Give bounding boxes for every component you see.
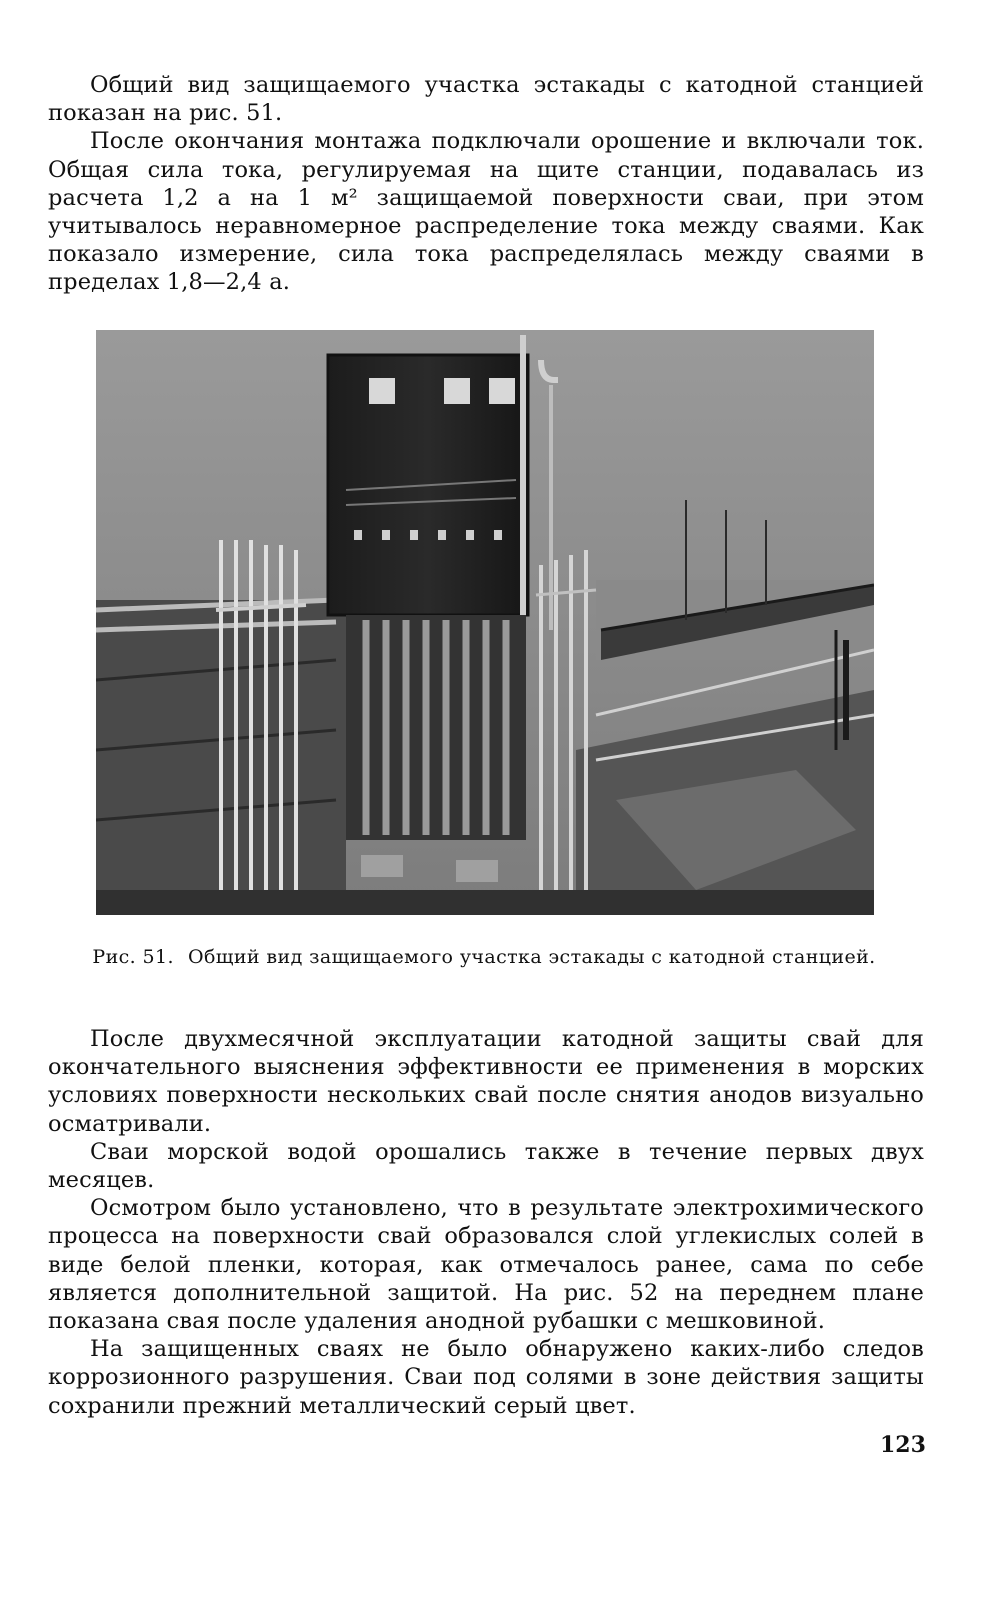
paragraph: На защищенных сваях не было обнаружено каких-либо следов коррозионного разрушения. Сваи под солями в зоне действия защиты сохранили прежний металлический серый цвет.	[48, 1336, 924, 1419]
paragraph: Осмотром было установлено, что в результате электрохимического процесса на поверхности свай образовался слой углекислых солей в виде белой пленки, которая, как отмечалось ранее, сама по себе является дополнительной защитой. На рис. 52 на переднем плане показана свая после удаления анодной рубашки с мешковиной.	[48, 1195, 924, 1335]
paragraph: Общий вид защищаемого участка эстакады с катодной станцией показан на рис. 51.	[48, 72, 924, 127]
figure-photo-cathodic-station	[96, 330, 874, 915]
bottom-text-block	[48, 1025, 924, 1420]
page-number: 123	[880, 1432, 926, 1458]
figure-caption	[80, 946, 888, 969]
paragraph: После окончания монтажа подключали орошение и включали ток. Общая сила тока, регулируемая на щите станции, подавалась из расчета 1,2 а на 1 м² защищаемой поверхности сваи, при этом учитывалось неравномерное распределение тока между сваями. Как показало измерение, сила тока распределялась между сваями в пределах 1,8—2,4 а.	[48, 128, 924, 296]
figure-caption-text: Общий вид защищаемого участка эстакады с катодной станцией.	[187, 946, 876, 968]
top-text-block	[48, 71, 924, 297]
figure-number: Рис. 51.	[92, 946, 174, 968]
paragraph: После двухмесячной эксплуатации катодной защиты свай для окончательного выяснения эффективности ее применения в морских условиях поверхности нескольких свай после снятия анодов визуально осматривали.	[48, 1026, 924, 1137]
paragraph: Сваи морской водой орошались также в течение первых двух месяцев.	[48, 1138, 924, 1194]
